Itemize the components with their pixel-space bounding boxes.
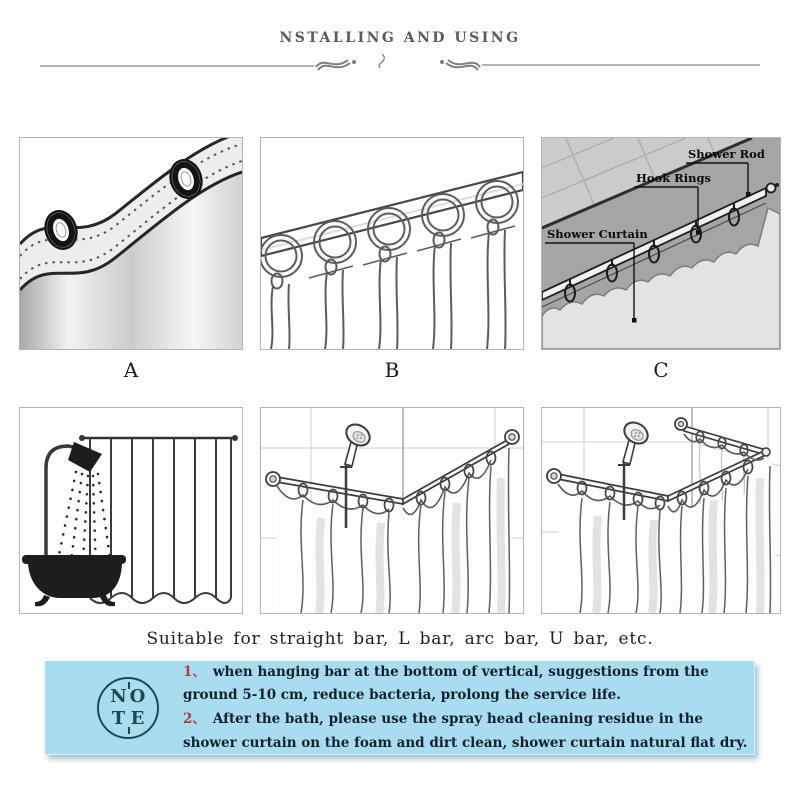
stamp-letter: O — [129, 686, 146, 707]
bottom-figure-row — [0, 407, 800, 614]
l-bar-art — [261, 408, 523, 613]
note-item — [183, 661, 755, 708]
grommet-detail-art — [20, 138, 242, 349]
panel-rings-detail — [260, 137, 524, 350]
figure-c — [541, 137, 781, 382]
stamp-letter: E — [130, 708, 145, 729]
note-stamp — [97, 677, 159, 739]
note-text — [183, 661, 755, 756]
panel-u-bar — [541, 407, 781, 614]
note-item-number: 2、 — [183, 711, 206, 727]
label-b: B — [384, 358, 400, 382]
panel-straight-bar — [19, 407, 243, 614]
caption: Suitable for straight bar, L bar, arc bar, U bar, etc. — [146, 629, 654, 649]
figure-b — [260, 137, 524, 382]
header — [0, 0, 800, 77]
note-item-text: After the bath, please use the spray head cleaning residue in the shower curtain on the foam and dirt clean, shower curtain natural flat dry. — [183, 711, 748, 751]
annotation-shower-rod: Shower Rod — [688, 147, 765, 161]
panel-l-bar — [260, 407, 524, 614]
shower-head-icon — [68, 442, 102, 472]
stamp-tick — [128, 682, 130, 689]
u-bar-art — [542, 408, 780, 613]
note-item — [183, 708, 755, 755]
annotation-shower-curtain: Shower Curtain — [547, 227, 648, 241]
panel-labeled-parts — [541, 137, 781, 350]
straight-bar-art — [20, 408, 242, 613]
panel-grommet-detail — [19, 137, 243, 350]
rings-detail-art — [261, 138, 523, 349]
label-c: C — [653, 358, 669, 382]
note-box — [45, 661, 755, 755]
figure-a — [19, 137, 243, 382]
stamp-tick — [128, 727, 130, 734]
labeled-parts-art — [542, 138, 780, 349]
top-figure-row — [0, 137, 800, 382]
ornamental-divider — [38, 53, 762, 77]
note-item-number: 1、 — [183, 663, 206, 680]
note-item-text: when hanging bar at the bottom of vertical, suggestions from the ground 5-10 cm, reduce bacteria, prolong the service life. — [183, 663, 709, 704]
label-a: A — [123, 358, 139, 382]
stamp-letter: N — [110, 686, 127, 707]
page-title: NSTALLING AND USING — [279, 30, 521, 46]
annotation-hook-rings: Hook Rings — [636, 171, 711, 185]
stamp-letter: T — [111, 708, 126, 729]
